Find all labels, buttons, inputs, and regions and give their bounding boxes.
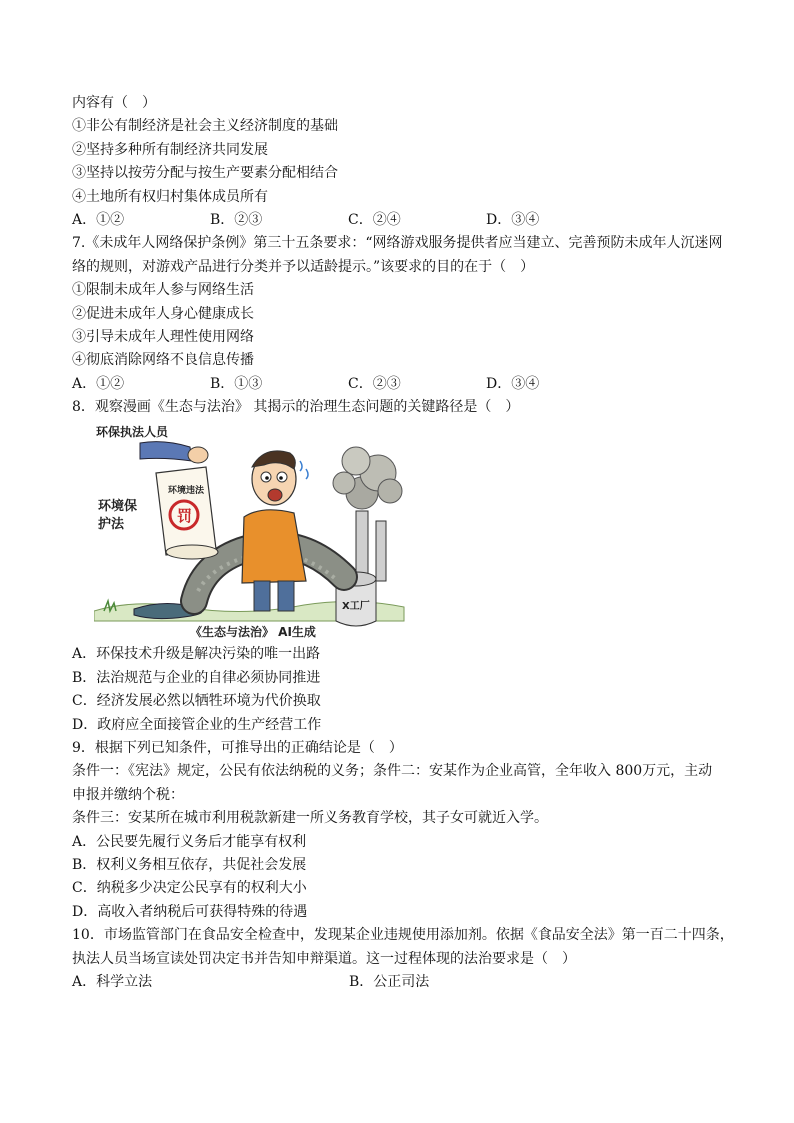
q8-option-d[interactable]: D．政府应全面接管企业的生产经营工作 [72, 716, 322, 733]
law-label-line1: 环境保 [98, 499, 138, 515]
q9-stem: 9．根据下列已知条件，可推导出的正确结论是（ ） [72, 740, 403, 757]
q6-stem-end: 内容有（ ） [72, 95, 156, 111]
officer-label: 环保执法人员 [96, 425, 169, 440]
q9-condition-line3: 条件三：安某所在城市利用税款新建一所义务教育学校，其子女可就近入学。 [72, 810, 548, 827]
q6-item-4: ④土地所有权归村集体成员所有 [72, 188, 268, 205]
q7-item-4: ④彻底消除网络不良信息传播 [72, 352, 254, 369]
q7-item-2: ②促进未成年人身心健康成长 [72, 305, 254, 322]
figure-caption: 《生态与法治》 AI生成 [190, 625, 316, 640]
q7-stem-line2: 络的规则，对游戏产品进行分类并予以适龄提示。”该要求的目的在于（ ） [72, 258, 535, 275]
q10-option-b[interactable]: B．公正司法 [349, 973, 430, 990]
q9-option-a[interactable]: A．公民要先履行义务后才能享有权利 [72, 833, 307, 850]
factory-label: X工厂 [342, 601, 370, 613]
exam-page [72, 92, 732, 994]
scroll-text: 环境违法 [168, 486, 205, 497]
q7-option-a[interactable]: A．①② [72, 375, 125, 392]
q8-option-a[interactable]: A．环保技术升级是解决污染的唯一出路 [72, 646, 321, 663]
q7-option-d[interactable]: D．③④ [486, 375, 540, 392]
q9-option-d[interactable]: D．高收入者纳税后可获得特殊的待遇 [72, 903, 308, 920]
q10-options [72, 971, 732, 994]
cartoon-figure [94, 421, 414, 639]
q6-option-a[interactable]: A．①② [72, 211, 125, 228]
q6-option-c[interactable]: C．②④ [348, 211, 401, 228]
q7-option-c[interactable]: C．②③ [348, 375, 401, 392]
q6-item-3: ③坚持以按劳分配与按生产要素分配相结合 [72, 165, 338, 182]
q9-option-b[interactable]: B．权利义务相互依存，共促社会发展 [72, 856, 307, 873]
q7-stem-line1: 7.《未成年人网络保护条例》第三十五条要求：“网络游戏服务提供者应当建立、完善预防未成年人沉迷网 [72, 235, 723, 252]
penalty-stamp: 罚 [177, 507, 193, 526]
q6-item-1: ①非公有制经济是社会主义经济制度的基础 [72, 118, 338, 135]
q6-item-2: ②坚持多种所有制经济共同发展 [72, 141, 268, 158]
q6-option-d[interactable]: D．③④ [486, 211, 540, 228]
law-label-line2: 护法 [98, 517, 125, 533]
q7-option-b[interactable]: B．①③ [210, 375, 263, 392]
q8-option-b[interactable]: B．法治规范与企业的自律必须协同推进 [72, 669, 321, 686]
q6-option-b[interactable]: B．②③ [210, 211, 263, 228]
q6-options [72, 209, 732, 232]
q9-condition-line2: 申报并缴纳个税： [72, 786, 184, 803]
q10-option-a[interactable]: A．科学立法 [72, 973, 153, 990]
q10-stem-line1: 10．市场监管部门在食品安全检查中，发现某企业违规使用添加剂。依据《食品安全法》第一百二十四条， [72, 927, 734, 944]
q9-option-c[interactable]: C．纳税多少决定公民享有的权利大小 [72, 880, 307, 897]
q7-item-1: ①限制未成年人参与网络生活 [72, 282, 254, 299]
q8-option-c[interactable]: C．经济发展必然以牺牲环境为代价换取 [72, 693, 321, 710]
q10-stem-line2: 执法人员当场宣读处罚决定书并告知申辩渠道。这一过程体现的法治要求是（ ） [72, 950, 576, 967]
q7-item-3: ③引导未成年人理性使用网络 [72, 328, 254, 345]
q9-condition-line1: 条件一：《宪法》规定，公民有依法纳税的义务；条件二：安某作为企业高管，全年收入 800万元，主动 [72, 763, 713, 780]
q8-stem: 8．观察漫画《生态与法治》 其揭示的治理生态问题的关键路径是（ ） [72, 399, 520, 416]
q7-options [72, 373, 732, 396]
